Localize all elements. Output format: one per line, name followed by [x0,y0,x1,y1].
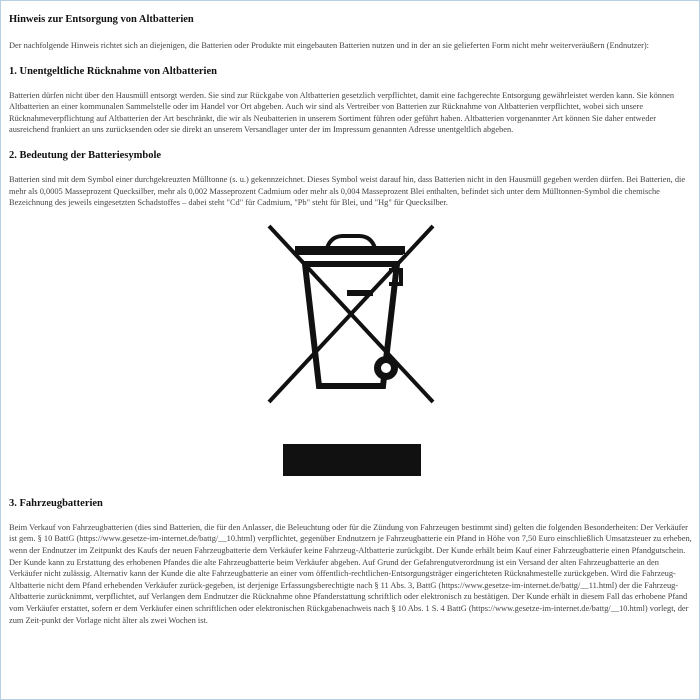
section-1-heading: 1. Unentgeltliche Rücknahme von Altbatterien [9,65,217,77]
battery-symbol-container [9,222,693,484]
section-2-body: Batterien sind mit dem Symbol einer durchgekreuzten Mülltonne (s. u.) gekennzeichnet. Dieses Symbol weist darauf hin, dass Batterien nicht in den Hausmüll gegeben werden dürfen. Bei Batterien, die mehr als 0,0005 Masseprozent Quecksilber, mehr als 0,002 Masseprozent Cadmium oder mehr als 0,004 Masseprozent Blei enthalten, befindet sich unter dem Mülltonnen-Symbol die chemische Bezeichnung des jeweils eingesetzten Schadstoffes – dabei steht "Cd" für Cadmium, "Pb" steht für Blei, und "Hg" für Quecksilber. [9,174,686,208]
document-title: Hinweis zur Entsorgung von Altbatterien [9,14,194,25]
intro-paragraph: Der nachfolgende Hinweis richtet sich an diejenigen, die Batterien oder Produkte mit eingebauten Batterien nutzen und in der an sie gelieferten Form nicht mehr weiterveräußern (Endnutzer): [9,41,649,50]
document-content [9,13,693,639]
section-3-heading: 3. Fahrzeugbatterien [9,497,103,509]
section-1-body: Batterien dürfen nicht über den Hausmüll entsorgt werden. Sie sind zur Rückgabe von Altbatterien gesetzlich verpflichtet, damit eine fachgerechte Entsorgung gewährleistet werden kann. Sie können Altbatterien an einer kommunalen Sammelstelle oder im Handel vor Ort abgeben. Auch wir sind als Vertreiber von Batterien zur Rücknahme von Altbatterien verpflichtet, wobei sich unsere Rücknahmeverpflichtung auf Altbatterien der Art beschränkt, die wir als Neubatterien in unserem Sortiment führen oder geführt haben. Altbatterien vorgenannter Art können Sie daher entweder ausreichend frankiert an uns zurücksenden oder sie direkt an unserem Versandlager unter der im Impressum genannten Adresse unentgeltlich abgeben. [9,90,675,135]
section-2-heading: 2. Bedeutung der Batteriesymbole [9,149,162,161]
section-3-body: Beim Verkauf von Fahrzeugbatterien (dies sind Batterien, die für den Anlasser, die Beleuchtung oder für die Zündung von Fahrzeugen bestimmt sind) gelten die folgenden Besonderheiten: Der Verkäufer ist gem. § 10 BattG (https://www.gesetze-im-internet.de/battg/__10.html) verpflichtet, gegenüber Endnutzern je Fahrzeugbatterie ein Pfand in Höhe von 7,50 Euro einschließlich Umsatzsteuer zu erheben, wenn der Endnutzer im Zeitpunkt des Kaufs der neuen Fahrzeugbatterie dem Verkäufer keine Fahrzeug-Altbatterie zurückgibt. Der Kunde erhält beim Kauf einer Fahrzeugbatterie einen Pfandgutschein. Der Kunde kann zu Erstattung des erhobenen Pfandes die alte Fahrzeugbatterie beim Verkäufer abgeben. Auf Grund der Gefahrengutverordnung ist ein Versand der alten Fahrzeugbatterie an den Verkäufer nicht zulässig. Alternativ kann der Kunde die alte Fahrzeugbatterie an einer vom öffentlich-rechtlichen-Entsorgungsträger eingerichteten Rücknahmestelle zurückgeben. Wird die Fahrzeug-Altbatterie nicht dem Pfand erhebenden Verkäufer zurück-gegeben, ist derjenige Erfassungsberechtigte nach § 11 Abs. 3, BattG (https://www.gesetze-im-internet.de/battg/__11.html) der die Fahrzeug-Altbatterie zurücknimmt, verpflichtet, auf Verlangen dem Endnutzer die Rücknahme ohne Pfanderstattung schriftlich oder elektronisch zu bestätigen. Der Kunde erhält in diesem Fall das erhobene Pfand vom Verkäufer erstattet, sofern er dem Verkäufer einen schriftlichen oder elektronischen Rückgabenachweis nach § 10 Abs. 1 S. 4 BattG (https://www.gesetze-im-internet.de/battg/__10.html) vorlegt, der zum Zeit-punkt der Vorlage nicht älter als zwei Wochen ist. [9,522,692,625]
crossed-out-wheelie-bin-icon [261,222,441,484]
